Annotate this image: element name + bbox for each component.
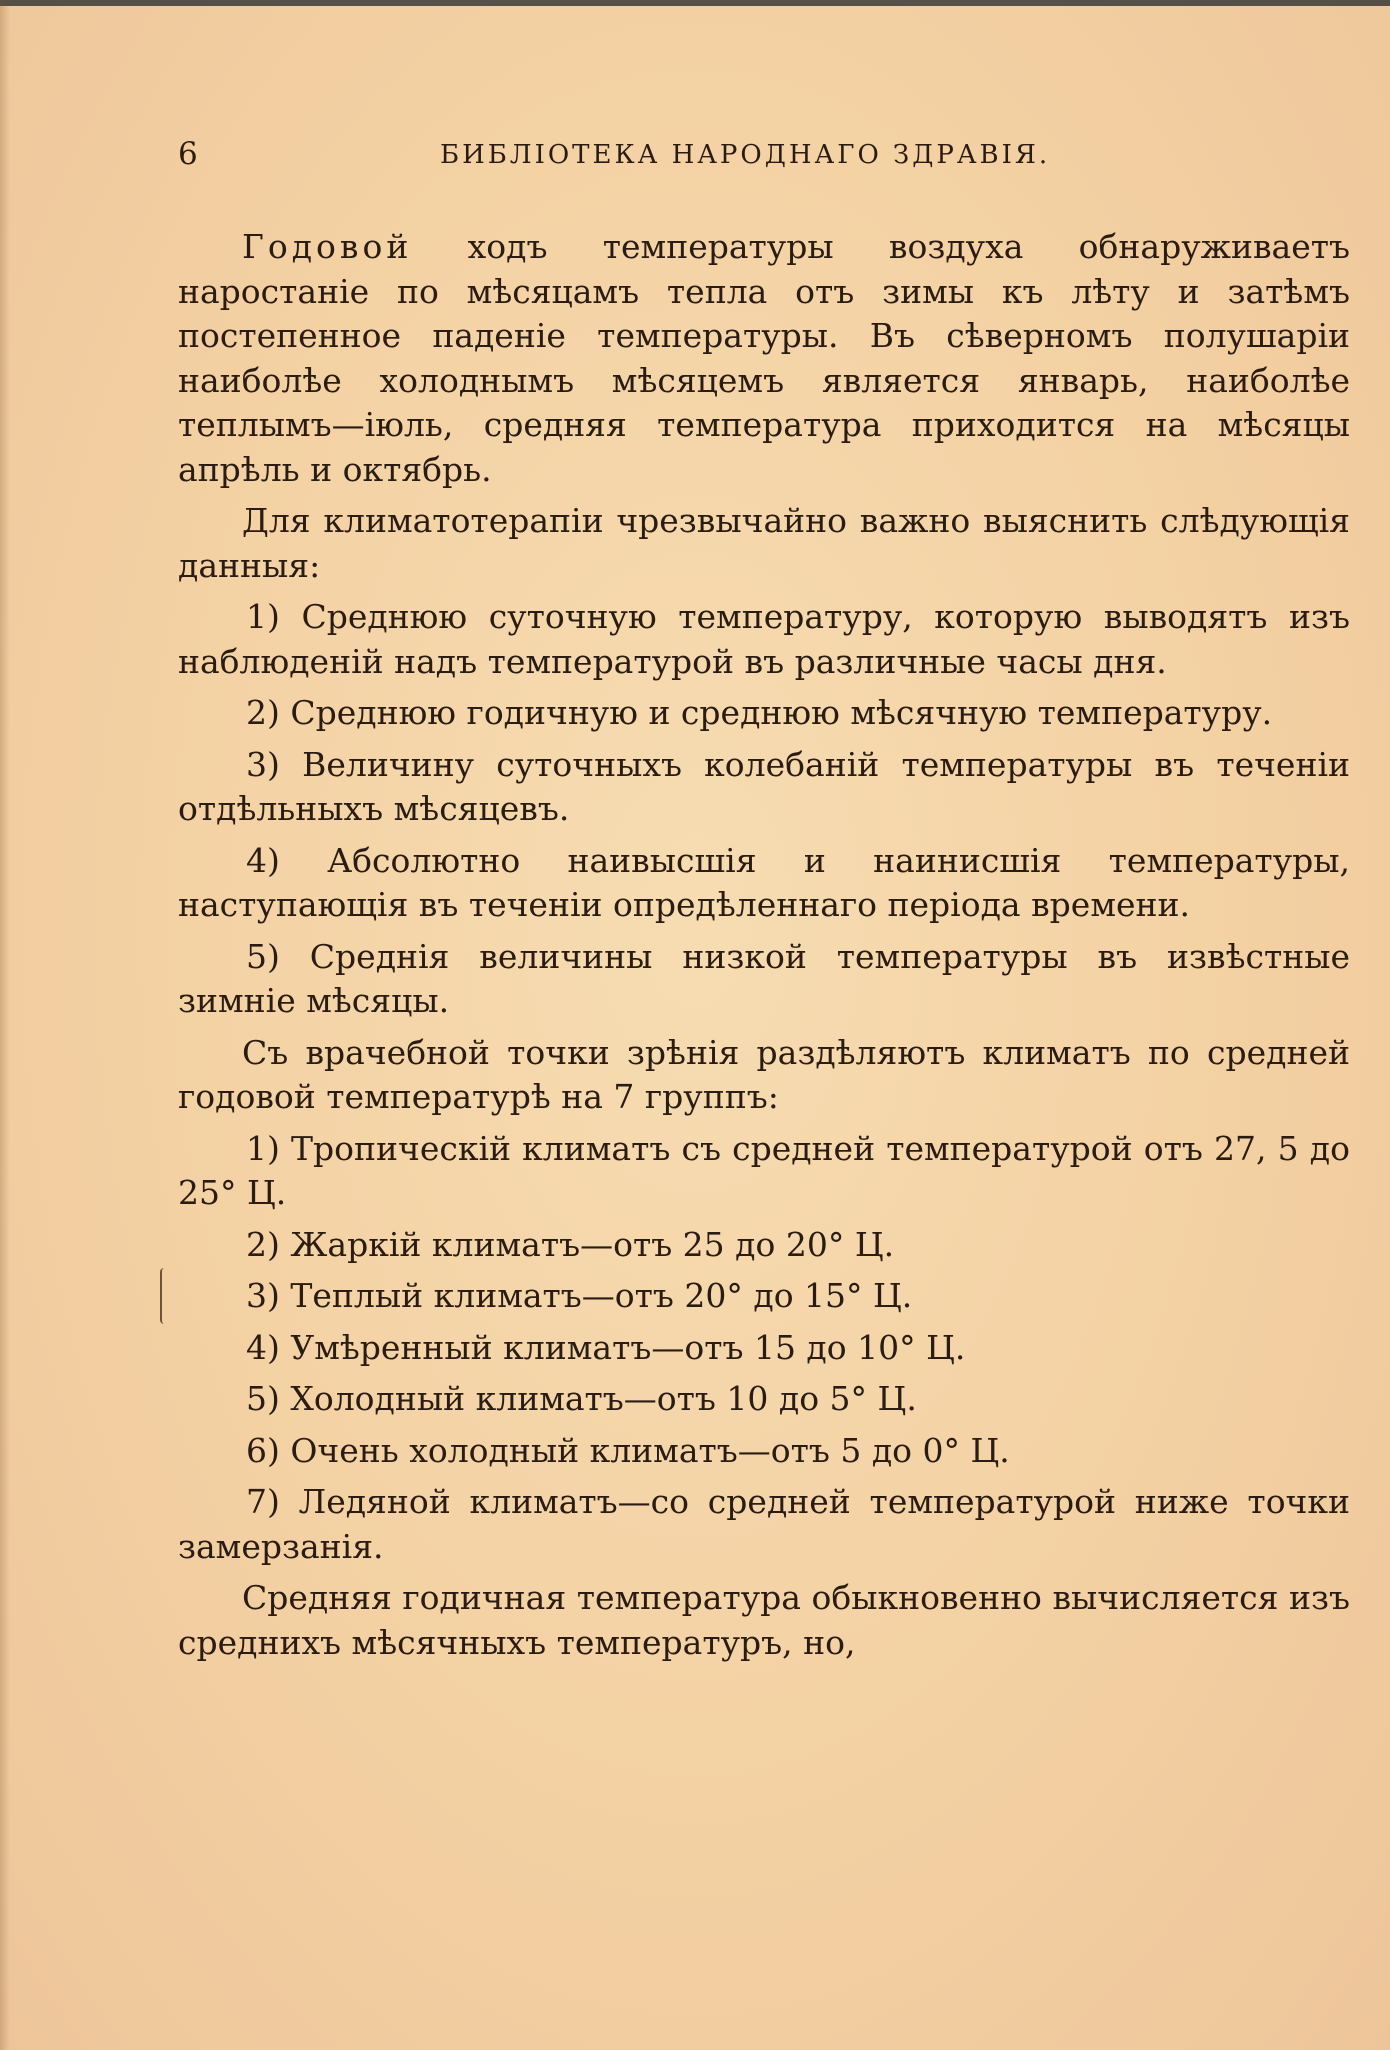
scan-top-edge: [0, 0, 1390, 6]
list-item-tropical: 1) Тропическій климатъ съ средней температурой отъ 27, 5 до 25° Ц.: [178, 1128, 1350, 1212]
emphasized-lead-word: Годовой: [242, 227, 413, 266]
list-item-daily-mean: 1) Среднюю суточную температуру, которую выводятъ изъ наблюденій надъ температурой въ различные часы дня.: [178, 597, 1350, 681]
running-title: БИБЛІОТЕКА НАРОДНАГО ЗДРАВІЯ.: [440, 140, 1051, 170]
list-item-annual-monthly-mean: 2) Среднюю годичную и среднюю мѣсячную температуру.: [246, 693, 1273, 732]
list-item-very-cold: 6) Очень холодный климатъ—отъ 5 до 0° Ц.: [246, 1430, 1010, 1470]
paragraph-annual-course: [178, 225, 1350, 492]
paragraph-climate-groups-intro: Съ врачебной точки зрѣнія раздѣляютъ климатъ по средней годовой температурѣ на 7 группъ:: [178, 1032, 1350, 1116]
body-text: [178, 225, 1350, 1672]
paragraph-climatotherapy-intro: Для климатотерапіи чрезвычайно важно выяснить слѣдующія данныя:: [178, 501, 1350, 585]
list-item-hot: 2) Жаркій климатъ—отъ 25 до 20° Ц.: [246, 1224, 895, 1264]
margin-pencil-mark: [160, 1268, 168, 1324]
list-item-absolute-extremes: 4) Абсолютно наивысшія и наинисшія температуры, наступающія въ теченіи опредѣленнаго періода времени.: [178, 840, 1350, 924]
list-item-cold: 5) Холодный климатъ—отъ 10 до 5° Ц.: [246, 1379, 917, 1418]
page-number: 6: [178, 136, 198, 172]
list-item-daily-fluctuations: 3) Величину суточныхъ колебаній температуры въ теченіи отдѣльныхъ мѣсяцевъ.: [178, 744, 1350, 828]
paragraph-annual-mean-calculation: Средняя годичная температура обыкновенно вычисляется изъ среднихъ мѣсячныхъ температуръ, но,: [178, 1578, 1350, 1662]
page-header: [178, 136, 1348, 180]
list-item-warm: 3) Теплый климатъ—отъ 20° до 15° Ц.: [246, 1276, 913, 1315]
list-item-low-temperature-means: 5) Среднія величины низкой температуры въ извѣстные зимніе мѣсяцы.: [178, 936, 1350, 1020]
list-item-icy: 7) Ледяной климатъ—со средней температурой ниже точки замерзанія.: [178, 1482, 1350, 1566]
list-item-temperate: 4) Умѣренный климатъ—отъ 15 до 10° Ц.: [246, 1327, 966, 1367]
scan-left-shadow: [0, 0, 10, 2050]
paragraph-text: ходъ температуры воздуха обнаруживаетъ наростаніе по мѣсяцамъ тепла отъ зимы къ лѣту и затѣмъ постепенное паденіе температуры. Въ сѣверномъ полушаріи наиболѣе холоднымъ мѣсяцемъ является январь, наиболѣе теплымъ—іюль, средняя температура приходится на мѣсяцы апрѣль и октябрь.: [178, 227, 1350, 489]
